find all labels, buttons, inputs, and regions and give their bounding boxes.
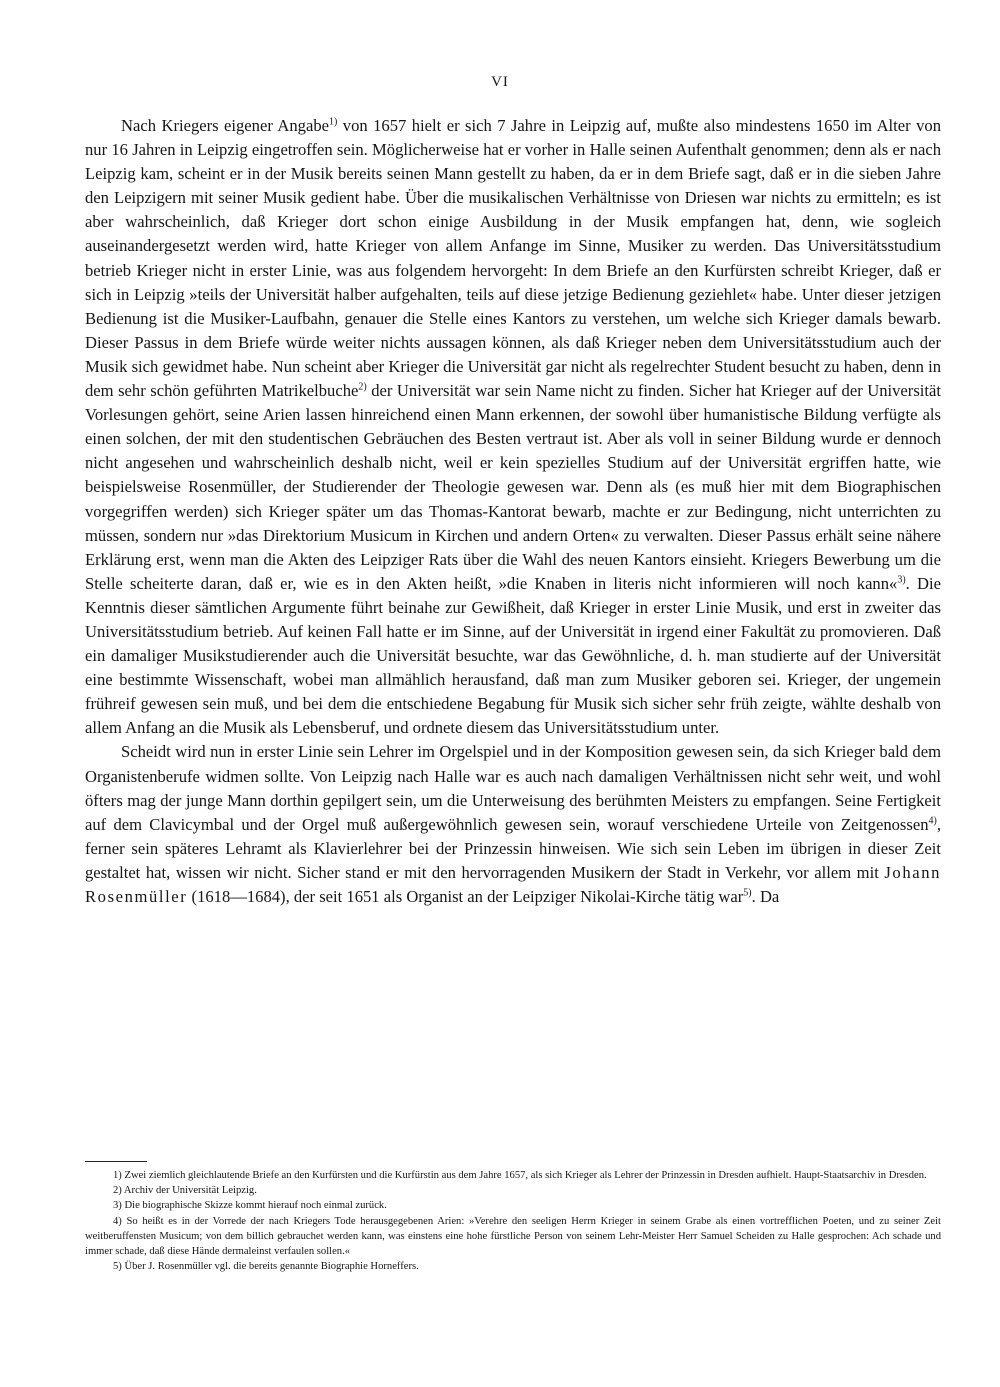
paragraph-2 [85,740,941,909]
text-segment: Scheidt wird nun in erster Linie sein Lehrer im Orgelspiel und in der Komposition gewesen sein, da sich Krieger bald dem Organistenberufe widmen sollte. Von Leipzig nach Halle war es auch nach damaligen Verhältnissen nicht sehr weit, und wohl öfters mag der junge Mann dorthin gepilgert sein, um die Unterweisung des berühmten Meisters zu empfangen. Seine Fertigkeit auf dem Clavicymbal und der Orgel muß außergewöhnlich gewesen sein, worauf verschiedene Urteile von Zeitgenossen [85,742,941,834]
footnote-marker: 1) [329,116,338,128]
footnote-4: 4) So heißt es in der Vorrede der nach Kriegers Tode herausgegebenen Arien: »Verehre den seeligen Herrn Krieger in seinem Grabe als einen vortrefflichen Poeten, und zu seiner Zeit weitberuffensten Musicum; von dem billich gebrauchet werden kann, was einstens eine hohe fürstliche Person von seinem Lehr-Meister Herr Samuel Scheiden zu Halle gesprochen: Ach schade und immer schade, daß diese Hände dermaleinst verfaulen sollen.« [85,1215,941,1258]
footnote-5: 5) Über J. Rosenmüller vgl. die bereits genannte Biographie Horneffers. [113,1261,419,1273]
footnote-marker: 4) [928,815,937,827]
footnote-marker: 5) [743,887,752,899]
paragraph-1 [85,114,941,740]
footnote-2: 2) Archiv der Universität Leipzig. [113,1185,257,1197]
text-segment: von 1657 hielt er sich 7 Jahre in Leipzig auf, mußte also mindestens 1650 im Alter von nur 16 Jahren in Leipzig eingetroffen sein. Möglicherweise hat er vorher in Halle seinen Aufenthalt genommen; denn als er nach Leipzig kam, scheint er in der Musik bereits seinen Mann gestellt zu haben, da er in dem Briefe sagt, daß er in die sieben Jahre den Leipzigern mit seiner Musik gedient habe. Über die musikalischen Verhältnisse von Driesen war nichts zu ermitteln; es ist aber wahrscheinlich, daß Krieger dort schon einige Ausbildung in der Musik empfangen hat, denn, wie sogleich auseinandergesetzt werden wird, hatte Krieger von allem Anfange im Sinne, Musiker zu werden. Das Universitätsstudium betrieb Krieger nicht in erster Linie, was aus folgendem hervorgeht: In dem Briefe an den Kurfürsten schreibt Krieger, daß er sich in Leipzig »teils der Universität halber aufgehalten, teils auf diese jetzige Bedienung geziehlet« habe. Unter dieser jetzigen Bedienung ist die Musiker-Laufbahn, genauer die Stelle eines Kantors zu verstehen, um welche sich Krieger damals bewarb. Dieser Passus in dem Briefe würde weiter nichts aussagen können, als daß Krieger neben dem Universitätsstudium auch der Musik sich gewidmet habe. Nun scheint aber Krieger die Universität gar nicht als regelrechter Student besucht zu haben, denn in dem sehr schön geführten Matrikelbuche [85,116,941,401]
text-segment: (1618—1684), der seit 1651 als Organist an der Leipziger Nikolai-Kirche tätig war [187,887,744,906]
text-segment: . Die Kenntnis dieser sämtlichen Argumente führt beinahe zur Gewißheit, daß Krieger in erster Linie Musik, und erst in zweiter das Universitätsstudium betrieb. Auf keinen Fall hatte er im Sinne, auf der Universität in irgend einer Fakultät zu promovieren. Daß ein damaliger Musikstudierender auch die Universität besuchte, war das Gewöhnliche, d. h. man studierte auf der Universität eine bestimmte Wissenschaft, wobei man allmählich herausfand, daß man zum Musiker geboren sei. Krieger, der ungemein frühreif gewesen sein muß, und bei dem die entschiedene Begabung für Musik sich sicher sehr früh zeigte, wählte deshalb von allem Anfang an die Musik als Lebensberuf, und ordnete diesem das Universitätsstudium unter. [85,573,941,738]
footnote-1: 1) Zwei ziemlich gleichlautende Briefe an den Kurfürsten und die Kurfürstin aus dem Jahre 1657, als sich Krieger als Lehrer der Prinzessin in Dresden aufhielt. Haupt-Staatsarchiv in Dresden. [113,1170,927,1181]
footnote-divider [85,1161,147,1162]
emphasized-name: Johann Rosenmüller [85,862,941,906]
text-segment: . Da [751,887,780,906]
footnote-3: 3) Die biographische Skizze kommt hierauf noch einmal zurück. [113,1200,387,1212]
footnote-marker: 2) [358,381,367,393]
text-segment: Nach Kriegers eigener Angabe [121,116,329,135]
footnote-marker: 3) [897,574,906,586]
body-text [85,114,941,909]
text-segment: , ferner sein späteres Lehramt als Klavierlehrer bei der Prinzessin hinweisen. Wie sich sein Leben im übrigen in dieser Zeit gestaltet hat, wissen wir nicht. Sicher stand er mit den hervorragenden Musikern der Stadt in Verkehr, vor allem mit [85,814,941,882]
text-segment: der Universität war sein Name nicht zu finden. Sicher hat Krieger auf der Universität Vorlesungen gehört, seine Arien lassen hinreichend einen Mann erkennen, der sowohl über humanistische Bildung verfügte als einen solchen, der mit den studentischen Gebräuchen des Besten vertraut ist. Aber als voll in seiner Bildung wurde er dennoch nicht angesehen und wahrscheinlich deshalb nicht, weil er kein spezielles Studium auf der Universität ergriffen hatte, wie beispielsweise Rosenmüller, der Studierender der Theologie gewesen war. Denn als (es muß hier mit dem Biographischen vorgegriffen werden) sich Krieger später um das Thomas-Kantorat bewarb, machte er zur Bedingung, nicht unterrichten zu müssen, sondern nur »das Direktorium Musicum in Kirchen und andern Orten« zu verwalten. Dieser Passus erhält seine nähere Erklärung erst, wenn man die Akten des Leipziger Rats über die Wahl des neuen Kantors einsieht. Kriegers Bewerbung um die Stelle scheiterte daran, daß er, wie es in den Akten heißt, »die Knaben in literis nicht informieren will noch kann« [85,381,941,593]
page-number: VI [491,74,509,90]
footnotes [85,1168,941,1274]
